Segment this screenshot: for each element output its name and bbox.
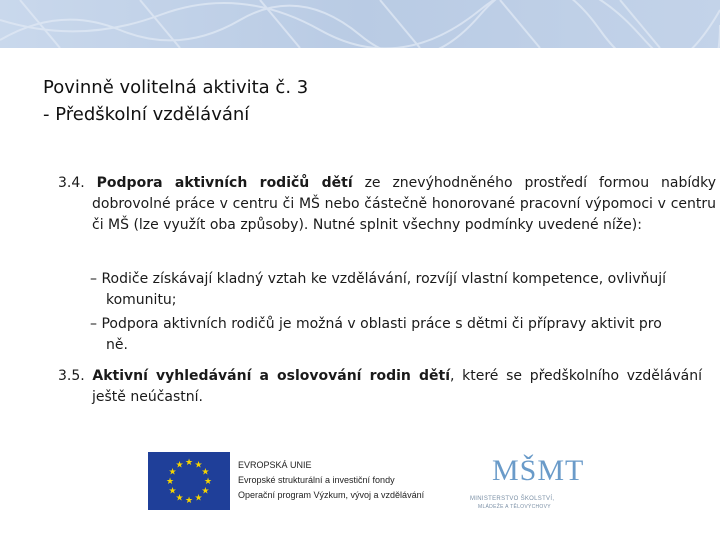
eu-star-icon: ★ [194,493,203,504]
bullet-1: – Rodiče získávají kladný vztah ke vzdělávání, rozvíjí vlastní kompetence, ovlivňují komunitu; [90,271,667,308]
item-3-4-bold: Podpora aktivních rodičů dětí [96,175,353,191]
eu-line-1: EVROPSKÁ UNIE [238,460,312,470]
title-line-2: - Předškolní vzdělávání [43,104,250,125]
eu-star-icon: ★ [184,458,194,468]
msmt-caption-1: MINISTERSTVO ŠKOLSTVÍ, [470,496,555,502]
eu-star-icon: ★ [175,460,184,471]
msmt-mark: MŠMT [492,454,585,487]
msmt-logo [470,452,585,514]
eu-star-icon: ★ [175,493,184,504]
eu-line-3: Operační program Výzkum, vývoj a vzdělávání [238,490,425,500]
msmt-caption-2: MLÁDEŽE A TĚLOVÝCHOVY [478,504,551,510]
item-3-4 [58,173,716,236]
logo-strip [148,452,585,514]
title-line-1: Povinně volitelná aktivita č. 3 [43,77,309,98]
item-3-5-bold: Aktivní vyhledávání a oslovování rodin dětí [92,368,451,384]
eu-star-icon: ★ [194,460,203,471]
eu-star-icon: ★ [168,467,177,478]
item-3-5-text: , které se předškolního vzdělávání ještě neúčastní. [92,368,702,405]
eu-star-icon: ★ [203,477,213,487]
eu-star-icon: ★ [184,496,194,506]
eu-star-icon: ★ [201,467,210,478]
eu-caption [238,458,468,503]
eu-line-2: Evropské strukturální a investiční fondy [238,475,395,485]
header-banner [0,0,720,48]
eu-stars [148,452,230,510]
eu-star-icon: ★ [201,486,210,497]
eu-star-icon: ★ [168,486,177,497]
item-3-4-text: ze znevýhodněného prostředí formou nabídky dobrovolné práce v centru či MŠ nebo částečně honorované pracovní výpomoci v centru či MŠ (lze využít oba způsoby). Nutné splnit všechny podmínky uvedené níže): [92,175,717,233]
eu-flag-icon [148,452,230,510]
bullet-2: – Podpora aktivních rodičů je možná v oblasti práce s dětmi či přípravy aktivit pro ně. [90,316,662,353]
eu-star-icon: ★ [165,477,175,487]
slide-title [43,74,643,128]
banner-pattern [0,0,720,48]
item-3-4-number: 3.4. [58,175,85,191]
item-3-5-number: 3.5. [58,368,85,384]
item-3-5 [58,366,702,408]
